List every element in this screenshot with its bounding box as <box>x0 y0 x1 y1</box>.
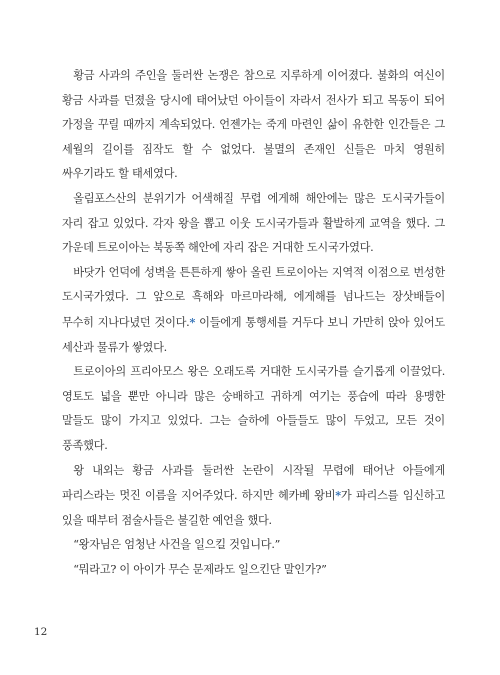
paragraph-3-text-before: 바닷가 언덕에 성벽을 튼튼하게 쌓아 올린 트로이아는 지역적 이점으로 번성한 도시국가였다. 그 앞으로 흑해와 마르마라해, 에게해를 넘나드는 장삿배들이 무수히 지나다녔던 것이다. <box>62 265 445 329</box>
footnote-marker: * <box>189 314 196 329</box>
dialogue-line-1: “왕자님은 엄청난 사건을 일으킬 것입니다.” <box>73 538 281 552</box>
dialogue-line-2: “뭐라고? 이 아이가 무슨 문제라도 일으킨단 말인가?” <box>73 562 327 576</box>
body-text <box>62 64 445 582</box>
paragraph-3 <box>62 261 445 360</box>
paragraph-5-text-after: 가 파리스를 임신하고 있을 때부터 점술사들은 불길한 예언을 했다. <box>62 489 445 527</box>
paragraph-1: 황금 사과의 주인을 둘러싼 논쟁은 참으로 지루하게 이어졌다. 불화의 여신이 황금 사과를 던졌을 당시에 태어났던 아이들이 자라서 전사가 되고 목동이 되어 가정을 꾸릴 때까지 계속되었다. 언젠가는 죽게 마련인 삶이 유한한 인간들은 그 세월의 길이를 짐작도 할 수 없었다. 불멸의 존재인 신들은 마치 영원히 싸우기라도 할 태세였다. <box>62 69 445 181</box>
paragraph-3-text-after: 이들에게 통행세를 거두다 보니 가만히 앉아 있어도 세산과 물류가 쌓였다. <box>62 315 445 354</box>
paragraph-4: 트로이아의 프리아모스 왕은 오래도록 거대한 도시국가를 슬기롭게 이끌었다. 영토도 넓을 뿐만 아니라 많은 숭배하고 귀하게 여기는 풍습에 따라 용맹한 말들도 많이 가지고 있었다. 그는 슬하에 아들들도 많이 두었고, 모든 것이 풍족했다. <box>62 365 445 452</box>
paragraph-5 <box>62 459 445 534</box>
paragraph-2: 올림포스산의 분위기가 어색해질 무렵 에게해 해안에는 많은 도시국가들이 자리 잡고 있었다. 각자 왕을 뽑고 이웃 도시국가들과 활발하게 교역을 했다. 그 가운데 트로이아는 북동쪽 해안에 자리 잡은 거대한 도시국가였다. <box>62 191 445 255</box>
page-number: 12 <box>34 626 48 638</box>
footnote-marker: * <box>335 488 341 503</box>
paragraph-5-text-before: 왕 내외는 황금 사과를 둘러싼 논란이 시작될 무렵에 태어난 아들에게 파리스라는 멋진 이름을 지어주었다. 하지만 헤카베 왕비 <box>62 463 445 503</box>
